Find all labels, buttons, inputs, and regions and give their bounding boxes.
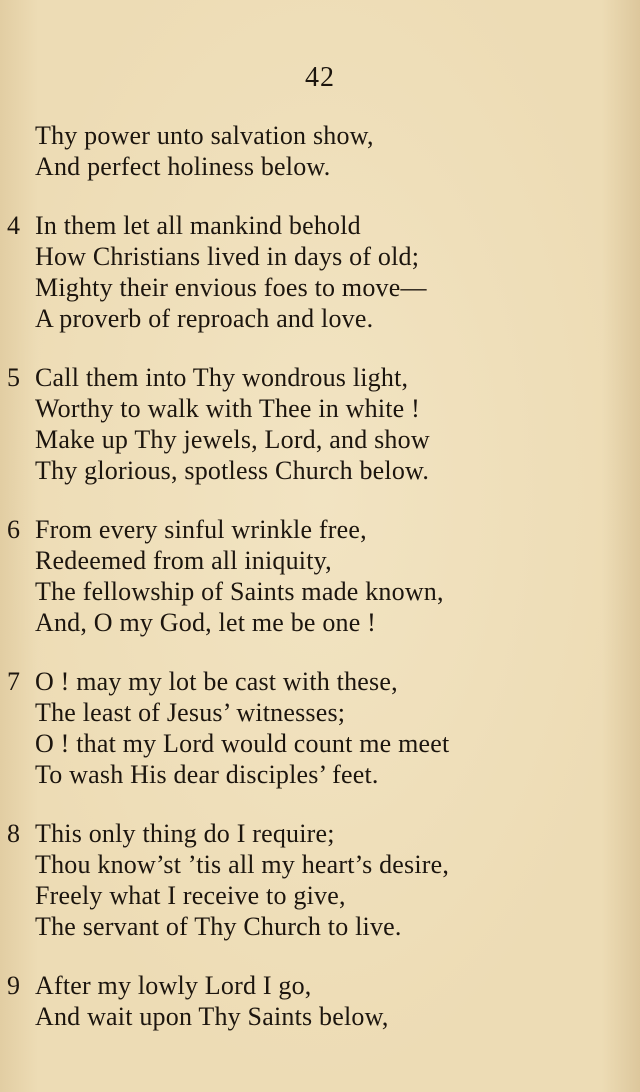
stanza-number: 6 [7, 515, 20, 544]
page-number: 42 [305, 62, 335, 93]
stanza-continuation [0, 120, 640, 182]
stanza-line: This only thing do I require; [35, 819, 335, 848]
stanza-line: Call them into Thy wondrous light, [35, 363, 409, 392]
stanza-line: Redeemed from all iniquity, [35, 546, 332, 575]
stanza-line: The servant of Thy Church to live. [35, 912, 402, 941]
stanza-number: 4 [7, 211, 20, 240]
stanza-number: 9 [7, 971, 20, 1000]
stanza-line: O ! that my Lord would count me meet [35, 729, 450, 758]
stanza-line: To wash His dear disciples’ feet. [35, 760, 379, 789]
stanza-4 [0, 210, 640, 334]
stanza-9 [0, 970, 640, 1032]
stanza-line: And perfect holiness below. [35, 152, 331, 181]
stanza-line: How Christians lived in days of old; [35, 242, 420, 271]
stanza-5 [0, 362, 640, 486]
stanza-number: 7 [7, 667, 20, 696]
stanza-6 [0, 514, 640, 638]
stanza-number: 5 [7, 363, 20, 392]
stanza-line: The fellowship of Saints made known, [35, 577, 444, 606]
hymn-text [0, 120, 640, 1032]
stanza-line: Thy glorious, spotless Church below. [35, 456, 430, 485]
stanza-7 [0, 666, 640, 790]
stanza-line: O ! may my lot be cast with these, [35, 667, 398, 696]
stanza-line: A proverb of reproach and love. [35, 304, 374, 333]
stanza-line: Freely what I receive to give, [35, 881, 346, 910]
stanza-8 [0, 818, 640, 942]
stanza-line: Thy power unto salvation show, [35, 121, 374, 150]
stanza-number: 8 [7, 819, 20, 848]
stanza-line: The least of Jesus’ witnesses; [35, 698, 346, 727]
stanza-line: And, O my God, let me be one ! [35, 608, 377, 637]
stanza-line: And wait upon Thy Saints below, [35, 1002, 389, 1031]
stanza-line: Worthy to walk with Thee in white ! [35, 394, 420, 423]
stanza-line: Make up Thy jewels, Lord, and show [35, 425, 430, 454]
stanza-line: In them let all mankind behold [35, 211, 361, 240]
stanza-line: From every sinful wrinkle free, [35, 515, 367, 544]
stanza-line: Mighty their envious foes to move— [35, 273, 427, 302]
stanza-line: After my lowly Lord I go, [35, 971, 312, 1000]
stanza-line: Thou know’st ’tis all my heart’s desire, [35, 850, 450, 879]
